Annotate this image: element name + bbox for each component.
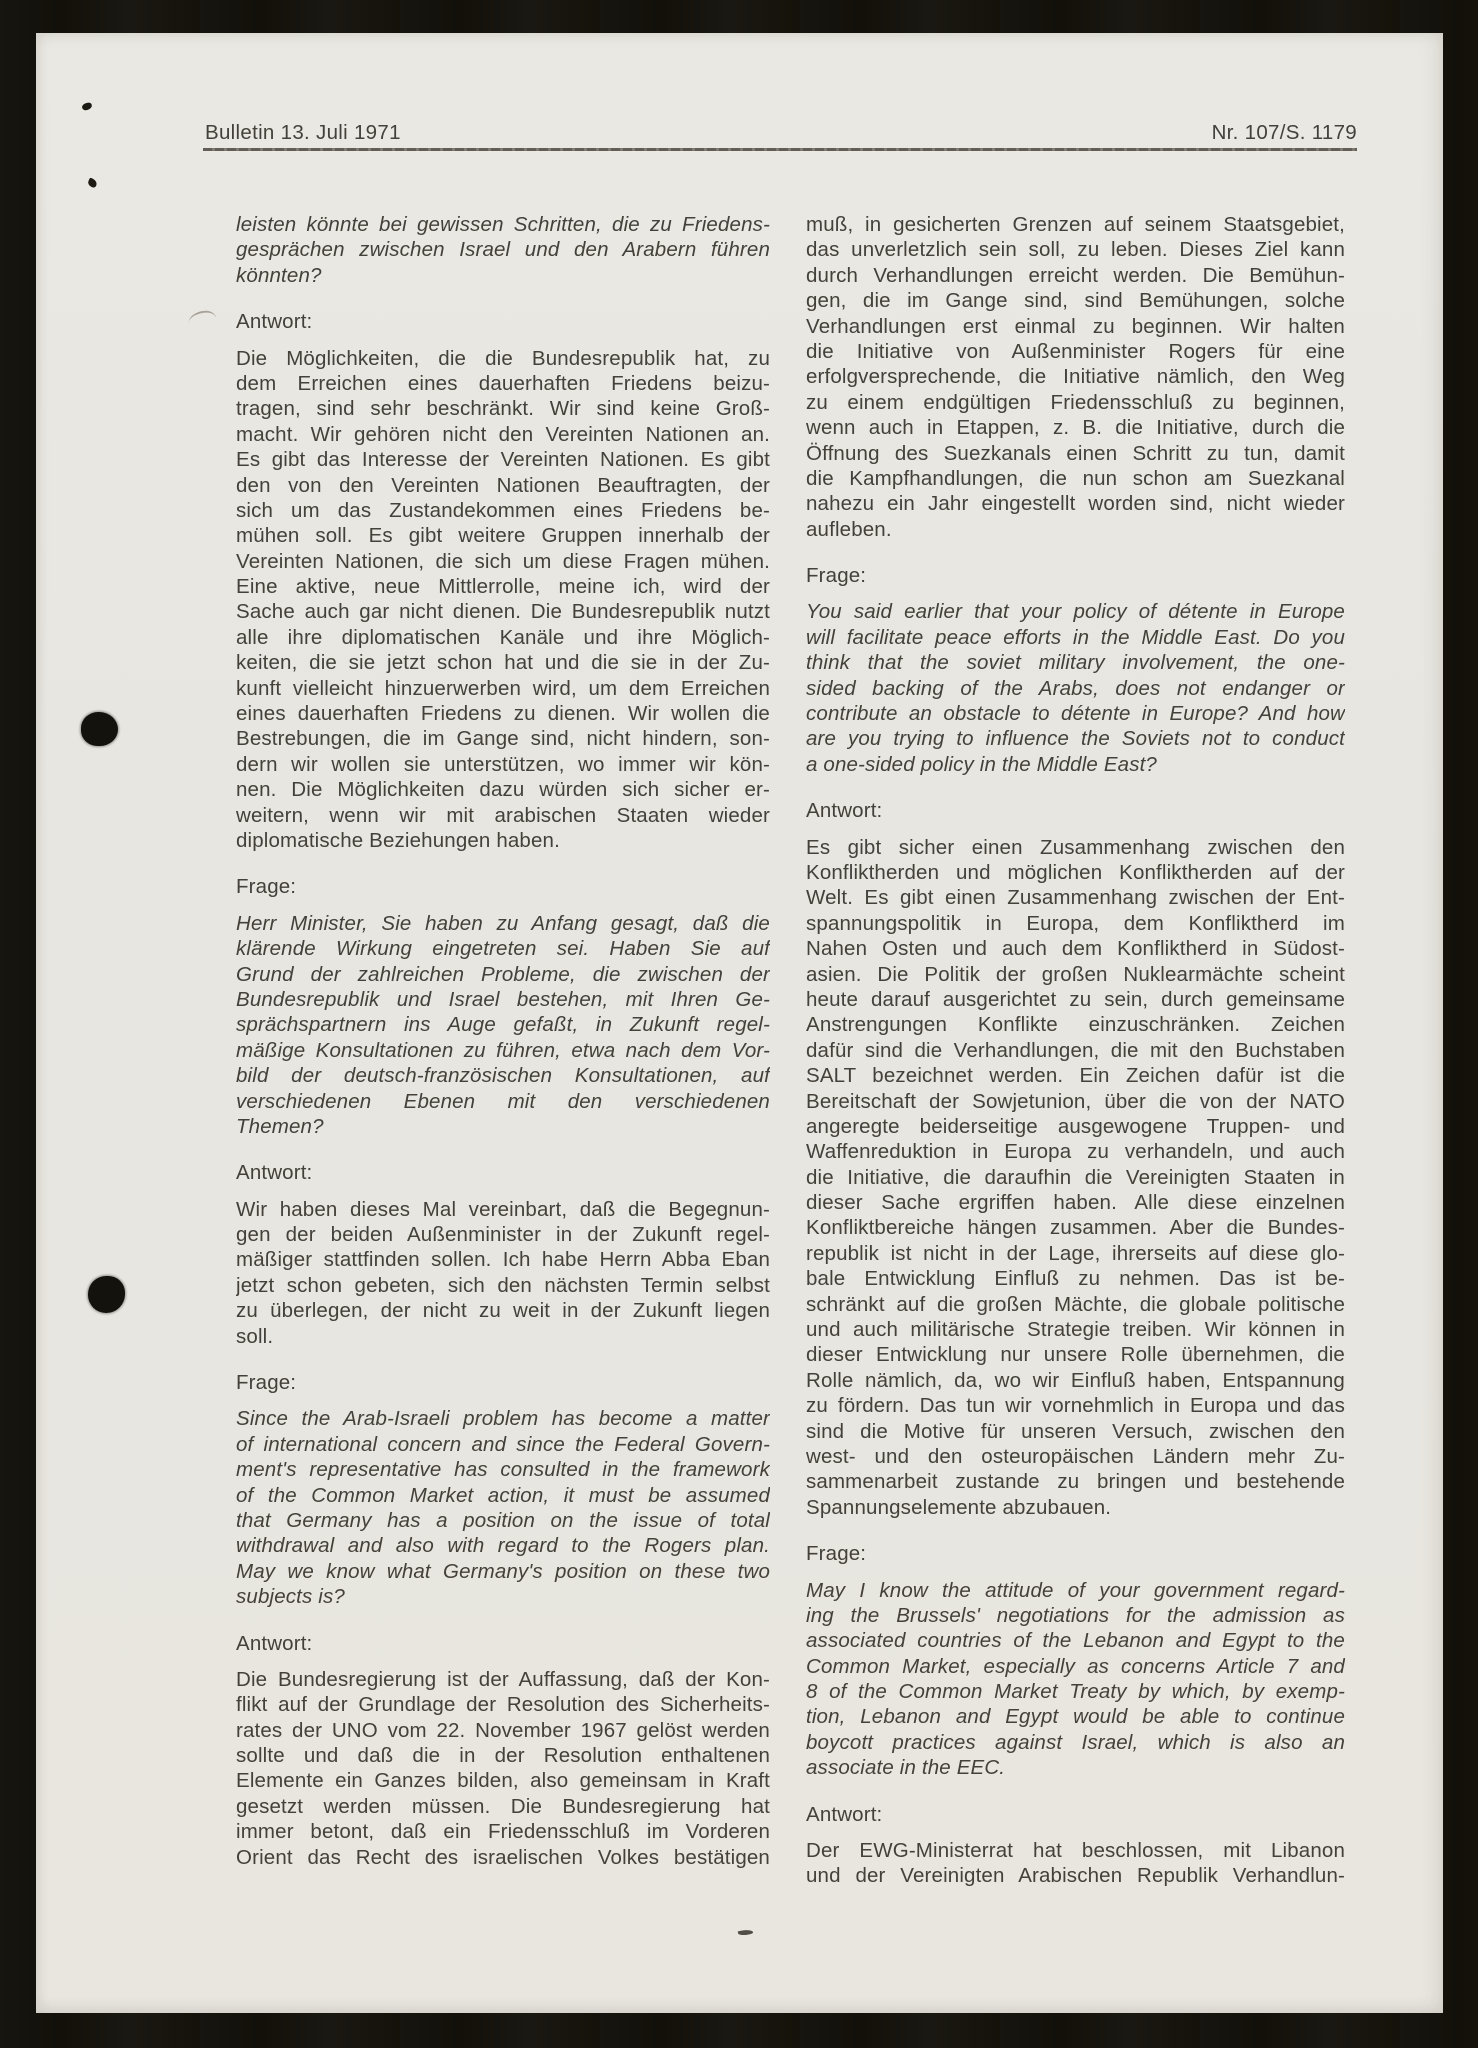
text-line: Elemente ein Ganzes bilden, also gemeinsam in Kraft [236, 1769, 770, 1793]
text-line: Themen? [236, 1114, 324, 1138]
ink-speck [87, 177, 99, 188]
text-line: verschiedenen Ebenen mit den verschiedenen [236, 1089, 770, 1113]
text-line: boycott practices against Israel, which is also an [806, 1730, 1345, 1754]
text-line: 8 of the Common Market Treaty by which, by exemp- [806, 1680, 1345, 1704]
qa-label: Antwort: [806, 799, 883, 823]
question-paragraph [806, 1578, 1345, 1781]
text-line: Herr Minister, Sie haben zu Anfang gesagt, daß die [236, 911, 770, 935]
text-line: die Initiative von Außenminister Rogers für eine [806, 339, 1345, 363]
text-line: Bundesrepublik und Israel bestehen, mit Ihren Ge- [236, 987, 770, 1011]
answer-paragraph [236, 1667, 770, 1870]
text-line: rates der UNO vom 22. November 1967 gelöst werden [236, 1718, 770, 1742]
text-line: think that the soviet military involvement, the one- [806, 651, 1345, 675]
text-line: jetzt schon gebeten, sich den nächsten Termin selbst [236, 1273, 770, 1297]
document-page [36, 33, 1443, 2013]
text-line: weitern, wenn wir mit arabischen Staaten wieder [236, 803, 770, 827]
text-line: May we know what Germany's position on these two [236, 1559, 770, 1583]
text-line: nen. Die Möglichkeiten dazu würden sich sicher er- [236, 778, 770, 802]
text-line: You said earlier that your policy of détente in Europe [806, 600, 1345, 624]
text-line: und auch militärische Strategie treiben. Wir können in [806, 1318, 1345, 1342]
text-line: Since the Arab-Israeli problem has become a matter [236, 1407, 770, 1431]
text-line: leisten könnte bei gewissen Schritten, die zu Friedens- [236, 213, 770, 236]
text-line: nahezu ein Jahr eingestellt worden sind, nicht wieder [806, 492, 1345, 516]
text-line: Rolle nämlich, da, wo wir Einfluß haben, Entspannung [806, 1368, 1345, 1392]
text-line: flikt auf der Grundlage der Resolution des Sicherheits- [236, 1693, 770, 1717]
text-line: Anstrengungen Konflikte einzuschränken. Zeichen [806, 1013, 1345, 1037]
qa-label: Antwort: [236, 1631, 313, 1655]
text-line: Grund der zahlreichen Probleme, die zwischen der [236, 962, 770, 986]
text-line: dem Erreichen eines dauerhaften Friedens beizu- [236, 371, 770, 395]
bulletin-title: Bulletin 13. Juli 1971 [205, 121, 401, 144]
text-line: Es gibt sicher einen Zusammenhang zwischen den [806, 835, 1345, 859]
qa-label: Frage: [236, 875, 297, 899]
text-line: associate in the EEC. [806, 1756, 1006, 1780]
question-paragraph [806, 599, 1345, 777]
text-line: klärende Wirkung eingetreten sei. Haben Sie auf [236, 937, 770, 961]
text-line: that Germany has a position on the issue of total [236, 1508, 770, 1532]
text-line: die Kampfhandlungen, die nun schon am Suezkanal [806, 466, 1345, 490]
text-line: west- und den osteuropäischen Ländern mehr Zu- [806, 1444, 1345, 1468]
text-line: Orient das Recht des israelischen Volkes bestätigen [236, 1845, 770, 1869]
ink-speck [81, 102, 92, 111]
text-line: erfolgversprechende, die Initiative nämlich, den Weg [806, 365, 1345, 389]
punch-hole [81, 712, 118, 746]
text-line: Nahen Osten und auch dem Konfliktherd in Südost- [806, 937, 1345, 961]
text-line: Spannungselemente abzubauen. [806, 1495, 1112, 1519]
text-line: bale Entwicklung Einfluß zu nehmen. Das ist be- [806, 1267, 1345, 1291]
text-line: Konfliktbereiche hängen zusammen. Aber die Bundes- [806, 1216, 1345, 1240]
text-line: ing the Brussels' negotiations for the admission as [806, 1603, 1345, 1627]
text-line: tragen, sind sehr beschränkt. Wir sind keine Groß- [236, 397, 770, 421]
text-line: Die Bundesregierung ist der Auffassung, daß der Kon- [236, 1667, 770, 1691]
text-line: Öffnung des Suezkanals einen Schritt zu tun, damit [806, 441, 1345, 465]
text-line: zu überlegen, der nicht zu weit in der Zukunft liegen [236, 1299, 770, 1323]
right-column [806, 212, 1345, 1889]
text-line: Eine aktive, neue Mittlerrolle, meine ich, wird der [236, 575, 770, 599]
text-line: könnten? [236, 263, 322, 287]
text-line: mäßige Konsultationen zu führen, etwa nach dem Vor- [236, 1038, 770, 1062]
question-paragraph [236, 212, 770, 288]
text-line: gen der beiden Außenminister in der Zukunft regel- [236, 1223, 770, 1247]
text-line: withdrawal and also with regard to the Rogers plan. [236, 1534, 770, 1558]
page-number: Nr. 107/S. 1179 [1211, 121, 1357, 144]
text-line: Der EWG-Ministerrat hat beschlossen, mit Libanon [806, 1839, 1345, 1863]
text-line: contribute an obstacle to détente in Europe? And how [806, 702, 1345, 726]
text-line: mäßiger stattfinden sollen. Ich habe Herrn Abba Eban [236, 1248, 770, 1272]
text-line: subjects is? [236, 1585, 345, 1609]
text-line: bild der deutsch-französischen Konsultationen, auf [236, 1064, 770, 1088]
text-line: zu fördern. Das tun wir vornehmlich in Europa und das [806, 1394, 1345, 1418]
text-line: Es gibt das Interesse der Vereinten Nationen. Es gibt [236, 448, 770, 472]
text-line: dieser Entwicklung nur unsere Rolle übernehmen, die [806, 1343, 1345, 1367]
qa-label: Antwort: [236, 310, 313, 334]
qa-label: Frage: [806, 564, 867, 588]
text-line: die Initiative, die daraufhin die Vereinigten Staaten in [806, 1165, 1345, 1189]
text-line: gesprächen zwischen Israel und den Arabern führen [236, 238, 770, 262]
text-line: das unverletzlich sein soll, zu leben. Dieses Ziel kann [806, 238, 1345, 262]
text-line: dieser Sache ergriffen haben. Alle diese einzelnen [806, 1191, 1345, 1215]
qa-label: Antwort: [806, 1802, 883, 1826]
text-line: Welt. Es gibt einen Zusammenhang zwischen der Ent- [806, 886, 1345, 910]
text-line: republik ist nicht in der Lage, ihrerseits auf diese glo- [806, 1241, 1345, 1265]
answer-paragraph [236, 346, 770, 854]
text-line: Wir haben dieses Mal vereinbart, daß die Begegnun- [236, 1197, 770, 1221]
text-line: will facilitate peace efforts in the Middle East. Do you [806, 625, 1345, 649]
left-column [236, 212, 770, 1870]
text-line: den von den Vereinten Nationen Beauftragten, der [236, 473, 770, 497]
text-line: sich um das Zustandekommen eines Friedens be- [236, 498, 770, 522]
text-line: Konfliktherden und möglichen Konfliktherden auf der [806, 860, 1345, 884]
text-line: macht. Wir gehören nicht den Vereinten Nationen an. [236, 422, 770, 446]
text-line: a one-sided policy in the Middle East? [806, 752, 1157, 776]
text-line: are you trying to influence the Soviets not to conduct [806, 727, 1345, 751]
text-line: gen, die im Gange sind, sind Bemühungen, solche [806, 289, 1345, 313]
text-line: Vereinten Nationen, die sich um diese Fragen mühen. [236, 549, 770, 573]
page-header [205, 121, 1357, 145]
text-line: of the Common Market action, it must be assumed [236, 1483, 770, 1507]
text-line: SALT bezeichnet werden. Ein Zeichen dafür ist die [806, 1064, 1345, 1088]
text-line: associated countries of the Lebanon and Egypt to the [806, 1629, 1345, 1653]
text-line: sprächspartnern ins Auge gefaßt, in Zukunft regel- [236, 1013, 770, 1037]
text-line: ment's representative has consulted in the framework [236, 1458, 770, 1482]
text-line: und der Vereinigten Arabischen Republik Verhandlun- [806, 1864, 1345, 1888]
text-line: alle ihre diplomatischen Kanäle und ihre Möglich- [236, 625, 770, 649]
text-line: angeregte beiderseitige ausgewogene Truppen- und [806, 1114, 1345, 1138]
text-line: May I know the attitude of your government regard- [806, 1578, 1345, 1602]
answer-paragraph [806, 212, 1345, 542]
text-line: Bereitschaft der Sowjetunion, über die von der NATO [806, 1089, 1345, 1113]
text-line: soll. [236, 1324, 274, 1348]
ink-speck [738, 1929, 754, 1937]
text-line: Bestrebungen, die im Gange sind, nicht hindern, son- [236, 727, 770, 751]
pencil-mark [188, 310, 217, 324]
text-line: keiten, die sie jetzt schon hat und die sie in der Zu- [236, 651, 770, 675]
text-line: dafür sind die Verhandlungen, die mit den Buchstaben [806, 1038, 1345, 1062]
text-line: gesetzt werden müssen. Die Bundesregierung hat [236, 1794, 770, 1818]
text-line: sided backing of the Arabs, does not endanger or [806, 676, 1345, 700]
answer-paragraph [806, 1838, 1345, 1889]
text-line: asien. Die Politik der großen Nuklearmächte scheint [806, 962, 1345, 986]
text-line: immer betont, daß ein Friedensschluß im Vorderen [236, 1820, 770, 1844]
question-paragraph [236, 1406, 770, 1609]
text-line: Verhandlungen erst einmal zu beginnen. Wir halten [806, 314, 1345, 338]
text-line: diplomatische Beziehungen haben. [236, 828, 560, 852]
punch-hole [88, 1276, 125, 1313]
text-line: durch Verhandlungen erreicht werden. Die Bemühun- [806, 263, 1345, 287]
text-line: Common Market, especially as concerns Article 7 and [806, 1654, 1345, 1678]
text-line: aufleben. [806, 517, 892, 541]
text-line: schränkt auf die großen Mächte, die globale politische [806, 1292, 1345, 1316]
text-line: sammenarbeit zustande zu bringen und bestehende [806, 1470, 1345, 1494]
header-rule [203, 148, 1357, 151]
qa-label: Frage: [236, 1371, 297, 1395]
text-line: tion, Lebanon and Egypt would be able to continue [806, 1705, 1345, 1729]
text-line: zu einem endgültigen Friedensschluß zu beginnen, [806, 390, 1345, 414]
answer-paragraph [806, 835, 1345, 1521]
text-line: kunft vielleicht hinzuerwerben wird, um dem Erreichen [236, 676, 770, 700]
text-line: sollte und daß die in der Resolution enthaltenen [236, 1744, 770, 1768]
text-line: wenn auch in Etappen, z. B. die Initiative, durch die [806, 416, 1345, 440]
qa-label: Frage: [806, 1542, 867, 1566]
text-line: spannungspolitik in Europa, dem Konfliktherd im [806, 911, 1345, 935]
text-line: Die Möglichkeiten, die die Bundesrepublik hat, zu [236, 346, 770, 370]
question-paragraph [236, 911, 770, 1140]
text-line: dern wir wollen sie unterstützen, wo immer wir kön- [236, 752, 770, 776]
text-line: mühen soll. Es gibt weitere Gruppen innerhalb der [236, 524, 770, 548]
text-line: heute darauf ausgerichtet zu sein, durch gemeinsame [806, 987, 1345, 1011]
qa-label: Antwort: [236, 1161, 313, 1185]
text-line: of international concern and since the Federal Govern- [236, 1432, 770, 1456]
text-line: eines dauerhaften Friedens zu dienen. Wir wollen die [236, 702, 770, 726]
text-line: muß, in gesicherten Grenzen auf seinem Staatsgebiet, [806, 213, 1345, 236]
answer-paragraph [236, 1197, 770, 1349]
text-line: Sache auch gar nicht dienen. Die Bundesrepublik nutzt [236, 600, 770, 624]
text-line: sind die Motive für unseren Versuch, zwischen den [806, 1419, 1345, 1443]
text-line: Waffenreduktion in Europa zu verhandeln, und auch [806, 1140, 1345, 1164]
